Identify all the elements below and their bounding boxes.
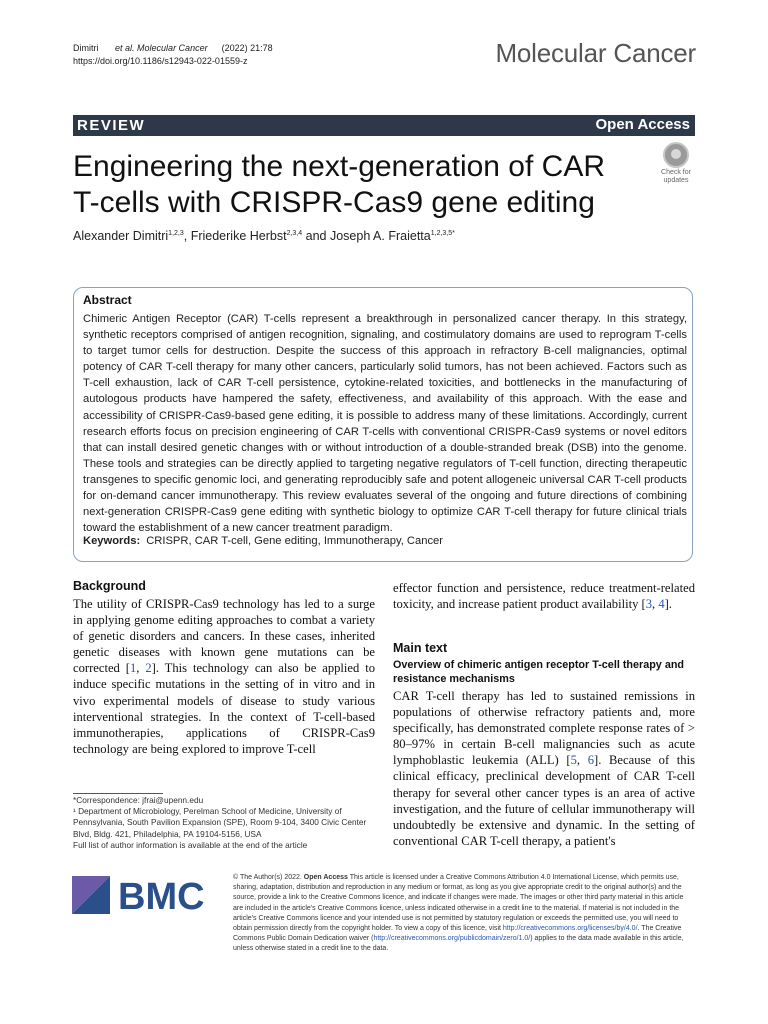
correspondence: *Correspondence: jfrai@upenn.edu [73, 795, 204, 805]
section-subheading: Overview of chimeric antigen receptor T-cell therapy and resistance mechanisms [393, 659, 685, 685]
author-name[interactable]: Alexander Dimitri [73, 229, 169, 243]
author-list [73, 229, 455, 243]
abstract-text: Chimeric Antigen Receptor (CAR) T-cells represent a breakthrough in personalized cancer therapy. In this strategy, synthetic receptors comprised of antigen recognition, signaling, and costimulatory domains are used to reprogram T-cells to target tumor cells for destruction. Despite the success of this approach in refractory B-cell malignancies, optimal potency of CAR T-cell therapy for many other cancers, particularly solid tumors, has not been achieved. Factors such as T-cell exhaustion, lack of CAR T-cell persistence, cytokine-related toxicities, and bottlenecks in the manufacturing of autologous products have hampered the safety, effectiveness, and availability of this approach. With the ease and accessibility of CRISPR-Cas9-based gene editing, it is possible to address many of these limitations. Accordingly, current research efforts focus on precision engineering of CAR T-cells with conventional CRISPR-Cas9 systems or novel editors that can install desired genetic changes with or without introduction of a double-stranded break (DSB) into the genome. These tools and strategies can be directly applied to targeting negative regulators of T-cell function, directing therapeutic transgenes to specific genomic loci, and generating reproducibly safe and potent allogeneic universal CAR T-cell products for on-demand cancer immunotherapy. This review evaluates several of the ongoing and future directions of combining next-generation CRISPR-Cas9 gene editing with synthetic biology to optimize CAR T-cell therapy for future clinical trials toward the establishment of a new cancer treatment paradigm. [83, 313, 687, 535]
citation-author: Dimitri [73, 43, 99, 53]
citation-ref[interactable]: 3 [645, 597, 653, 612]
citation-ref[interactable]: 2 [145, 661, 152, 676]
citation-ref[interactable]: 5 [570, 753, 577, 768]
license-body: This article is licensed under a Creative Commons Attribution 4.0 International License, which permits use, sharing, adaptation, distribution and reproduction in any medium or format, as long as you give appropriate credit to the original author(s) and the source, provide a link to the Creative Commons licence, and indicate if changes were made. The images or other third party material in this article are included in the article's Creative Commons licence, unless indicated otherwise in a credit line to the material. If material is not included in the article's Creative Commons licence and your intended use is not permitted by statutory regulation or exceeds the permitted use, you will need to obtain permission directly from the copyright holder. To view a copy of this licence, visit [233, 874, 684, 933]
background-text-a: The utility of CRISPR-Cas9 technology has led to a surge in applying genome editing approaches to combat a variety of genetic disorders and cancers. In these cases, inherited genetic diseases with known gene mutations can be corrected [ [73, 597, 375, 676]
license-prefix: © The Author(s) 2022. [233, 874, 304, 881]
continued-end: ]. [664, 597, 672, 612]
keywords-label: Keywords: [83, 535, 141, 547]
background-heading: Background [73, 579, 146, 593]
citation-etal: et al. [115, 43, 135, 53]
citation-journal: Molecular Cancer [137, 43, 208, 53]
article-title: Engineering the next-generation of CAR T-cells with CRISPR-Cas9 gene editing [73, 150, 606, 219]
article-type-banner [73, 115, 695, 136]
check-updates-line1: Check for [661, 169, 691, 176]
keywords [83, 535, 443, 547]
author-name[interactable]: Joseph A. Fraietta [329, 229, 431, 243]
paragraph-a: CAR T-cell therapy has led to sustained remissions in populations of otherwise refractory patients and, more specifically, has demonstrated complete response rates of > 80–97% in certain B-cell malignancies such as acute lymphoblastic leukemia (ALL) [ [393, 689, 695, 768]
citation-header [73, 42, 287, 68]
author-name[interactable]: Friederike Herbst [190, 229, 287, 243]
author-affiliation: 1,2,3 [168, 229, 184, 237]
license-open-access: Open Access [303, 874, 348, 881]
citation-ref[interactable]: 4 [658, 597, 665, 612]
article-type-label: REVIEW [77, 117, 146, 134]
paragraph-b: ]. Because of this clinical efficacy, preclinical development of CAR T-cell therapy for several other cancer types is an area of active investigation, and the future of cellular immunotherapy will undoubtedly be extensive and dynamic. In the setting of conventional CAR T-cell therapy, a patient's [393, 753, 696, 848]
license-end: ) applies to the data made available in this article, unless otherwise stated in a credit line to the data. [233, 935, 684, 953]
affiliation: ¹ Department of Microbiology, Perelman School of Medicine, University of Pennsylvania, South Pavilion Expansion (SPE), Room 9-104, 3400 Civic Center Blvd, Bldg. 421, Philadelphia, PA 19104-5156, USA [73, 806, 367, 839]
open-access-label: Open Access [595, 116, 690, 133]
abstract-heading: Abstract [83, 293, 132, 307]
author-info-note: Full list of author information is available at the end of the article [73, 839, 308, 850]
background-text-b: ]. This technology can also be applied to induce specific mutations in the setting of in vitro and in vivo experimental models of disease to study various interventional strategies. In the context of T-cell-based immunotherapies, applications of CRISPR-Cas9 technology are being explored to improve T-cell [73, 661, 376, 756]
background-continued: effector function and persistence, reduce treatment-related toxicity, and increase patient product availability [3, 4]. [393, 581, 695, 612]
author-affiliation: 1,2,3,5* [430, 229, 455, 237]
footnotes [73, 795, 373, 851]
bmc-logo-icon [72, 874, 212, 914]
main-text-heading: Main text [393, 641, 448, 655]
citation-ref[interactable]: 1 [129, 661, 137, 676]
citation-year: (2022) 21:78 [221, 43, 273, 53]
main-text-paragraph: CAR T-cell therapy has led to sustained remissions in populations of otherwise refractory patients and, more specifically, has demonstrated complete response rates of > 80–97% in certain B-cell malignancies such as acute lymphoblastic leukemia (ALL) [5, 6]. Because of this clinical efficacy, preclinical development of CAR T-cell therapy for several other cancer types is an area of active investigation, and the future of cellular immunotherapy will undoubtedly be extensive and dynamic. In the setting of conventional CAR T-cell therapy, a patient's [393, 689, 696, 848]
citation-ref[interactable]: 6 [587, 753, 595, 768]
author-separator: , [183, 229, 191, 243]
journal-name: Molecular Cancer [495, 38, 696, 68]
bmc-logo-text: BMC [118, 876, 205, 914]
check-updates-line2: updates [663, 177, 689, 184]
background-text: The utility of CRISPR-Cas9 technology has led to a surge in applying genome editing approaches to combat a variety of genetic disorders and cancers. In these cases, inherited genetic diseases with known gene mutations can be corrected [1, 2]. This technology can also be applied to induce specific mutations in the setting of in vitro and in vivo experimental models of disease to study various interventional strategies. In the context of T-cell-based immunotherapies, applications of CRISPR-Cas9 technology are being explored to improve T-cell [73, 597, 376, 756]
public-domain-link[interactable]: http://creativecommons.org/publicdomain/zero/1.0/ [373, 935, 531, 943]
continued-text: effector function and persistence, reduce treatment-related toxicity, and increase patient product availability [ [393, 581, 695, 612]
license-mid: . The Creative Commons Public Domain Dedication waiver ( [233, 925, 682, 943]
license-link[interactable]: http://creativecommons.org/licenses/by/4.0/ [502, 925, 638, 933]
check-for-updates-button[interactable] [655, 142, 697, 184]
footnote-divider [73, 793, 163, 794]
author-separator: and [302, 229, 330, 243]
license-text [233, 873, 695, 955]
doi-link[interactable]: https://doi.org/10.1186/s12943-022-01559-z [73, 56, 248, 66]
author-affiliation: 2,3,4 [286, 229, 303, 237]
check-updates-icon [663, 142, 689, 168]
keywords-list: CRISPR, CAR T-cell, Gene editing, Immunotherapy, Cancer [146, 535, 443, 547]
bmc-logo [72, 874, 212, 914]
